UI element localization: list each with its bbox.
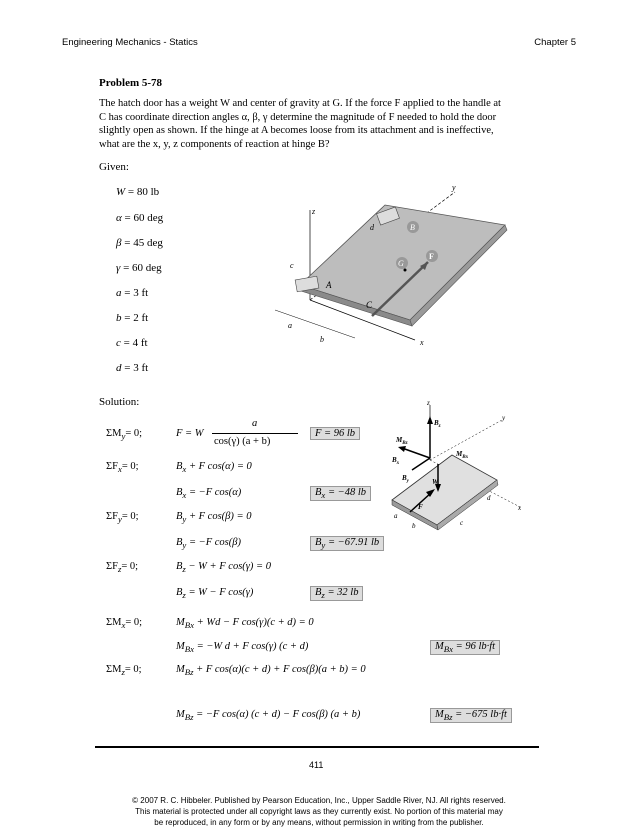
problem-line-4: what are the x, y, z components of reaction at hinge B?: [99, 138, 330, 150]
svg-text:MBz: $M_{Bz}$: [396, 436, 408, 446]
answer-F: F = 96 lb: [310, 427, 360, 440]
svg-text:W: W: [432, 478, 439, 486]
given-item: W = 80 lb: [116, 186, 160, 198]
svg-text:z: z: [427, 400, 430, 407]
answer-Bx: $B_x = -48$ lb: [310, 486, 371, 501]
eq-moment-y-numerator: a: [252, 418, 258, 429]
eq-force-z-label: $\Sigma F_z= 0$;: [106, 561, 139, 575]
svg-text:y: y: [502, 414, 506, 422]
svg-text:F: F: [418, 503, 423, 511]
copyright-line-3: be reproduced, in any form or by any means, without permission in writing from the publisher.: [154, 818, 484, 827]
eq-moment-y-denominator: cos(γ) (a + b): [214, 436, 271, 447]
svg-text:c: c: [290, 261, 294, 270]
svg-text:F: F: [429, 252, 434, 261]
svg-text:z: z: [312, 207, 316, 216]
svg-text:d: d: [487, 494, 491, 502]
svg-text:a: a: [394, 512, 398, 520]
page-number: 411: [309, 760, 324, 770]
given-item: α = 60 deg: [116, 212, 164, 224]
problem-title: Problem 5-78: [99, 77, 163, 89]
svg-text:Bz: $B_z$: [434, 419, 441, 429]
problem-statement: [99, 97, 529, 151]
eq-force-x-b: $B_x = -F$ cos(α): [176, 487, 242, 501]
answer-MBz: $M_{Bz} = -675$ lb·ft: [430, 708, 512, 723]
given-item: d = 3 ft: [116, 362, 149, 374]
solution-label: Solution:: [99, 396, 140, 408]
fbd-plate: [392, 455, 497, 525]
problem-line-3: slightly open as shown. If the hinge at A becomes loose from its attachment and is ineffective,: [99, 125, 494, 136]
svg-text:y: y: [452, 183, 456, 192]
footer-rule: [95, 746, 539, 748]
eq-force-x-a: $B_x + F$ cos(α) = 0: [176, 461, 252, 475]
svg-text:b: b: [412, 522, 416, 530]
svg-text:B: B: [410, 223, 415, 232]
answer-Bz: $B_z = 32$ lb: [310, 586, 363, 601]
answer-By: $B_y = -67.91$ lb: [310, 536, 384, 551]
svg-text:C: C: [366, 300, 373, 310]
svg-text:x: x: [518, 504, 522, 512]
eq-moment-z-a: $M_{Bz} + F$ cos(α)(c + d) + F cos(β)(a + b) = 0: [176, 664, 366, 678]
eq-force-y-label: $\Sigma F_y= 0$;: [106, 511, 139, 525]
svg-text:b: b: [320, 335, 324, 344]
eq-force-x-label: $\Sigma F_x= 0$;: [106, 461, 139, 475]
svg-text:a: a: [288, 321, 292, 330]
problem-line-1: The hatch door has a weight W and center of gravity at G. If the force F applied to the handle at: [99, 98, 501, 109]
copyright-line-1: © 2007 R. C. Hibbeler. Published by Pearson Education, Inc., Upper Saddle River, NJ. All rights reserved.: [132, 796, 506, 805]
svg-text:G: G: [398, 259, 404, 268]
given-item: β = 45 deg: [116, 237, 163, 249]
svg-text:MBx: $M_{Bx}$: [456, 450, 469, 460]
eq-moment-z-label: $\Sigma M_z= 0$;: [106, 664, 142, 678]
svg-text:d: d: [370, 223, 374, 232]
problem-line-2: C has coordinate direction angles α, β, γ determine the magnitude of F needed to hold the door: [99, 111, 497, 123]
eq-moment-y-lhs: F = W: [176, 428, 204, 439]
eq-force-z-a: $B_z - W + F$ cos(γ) = 0: [176, 561, 271, 575]
eq-force-y-b: $B_y = -F$ cos(β): [176, 537, 241, 551]
eq-moment-x-a: $M_{Bx} + Wd - F$ cos(γ)(c + d) = 0: [176, 617, 314, 631]
eq-moment-z-b: $M_{Bz} = -F$ cos(α) (c + d) − F cos(β) (a + b): [176, 709, 361, 723]
hatch-door-figure: [270, 180, 520, 350]
eq-moment-x-label: $\Sigma M_x= 0$;: [106, 617, 143, 631]
given-item: c = 4 ft: [116, 337, 148, 349]
eq-moment-y-label: $\Sigma M_y= 0$;: [106, 428, 143, 442]
svg-text:A: A: [326, 280, 332, 290]
svg-text:c: c: [460, 519, 464, 527]
given-item: γ = 60 deg: [116, 262, 162, 274]
eq-force-z-b: $B_z = W - F$ cos(γ): [176, 587, 254, 601]
fraction-bar: [212, 433, 298, 434]
svg-text:Bx: $B_x$: [392, 456, 400, 466]
given-item: b = 2 ft: [116, 312, 149, 324]
answer-MBx: $M_{Bx} = 96$ lb·ft: [430, 640, 500, 655]
copyright-line-2: This material is protected under all copyright laws as they currently exist. No portion of this material may: [135, 807, 503, 816]
running-header-right: Chapter 5: [534, 37, 576, 48]
given-item: a = 3 ft: [116, 287, 149, 299]
eq-force-y-a: $B_y + F$ cos(β) = 0: [176, 511, 252, 525]
free-body-diagram: [372, 400, 532, 540]
running-header-left: Engineering Mechanics - Statics: [62, 37, 198, 48]
svg-text:By: $B_y$: [402, 474, 409, 484]
svg-text:x: x: [420, 338, 424, 347]
given-label: Given:: [99, 161, 129, 173]
eq-moment-x-b: $M_{Bx} = -W$ d + F cos(γ) (c + d): [176, 641, 309, 655]
